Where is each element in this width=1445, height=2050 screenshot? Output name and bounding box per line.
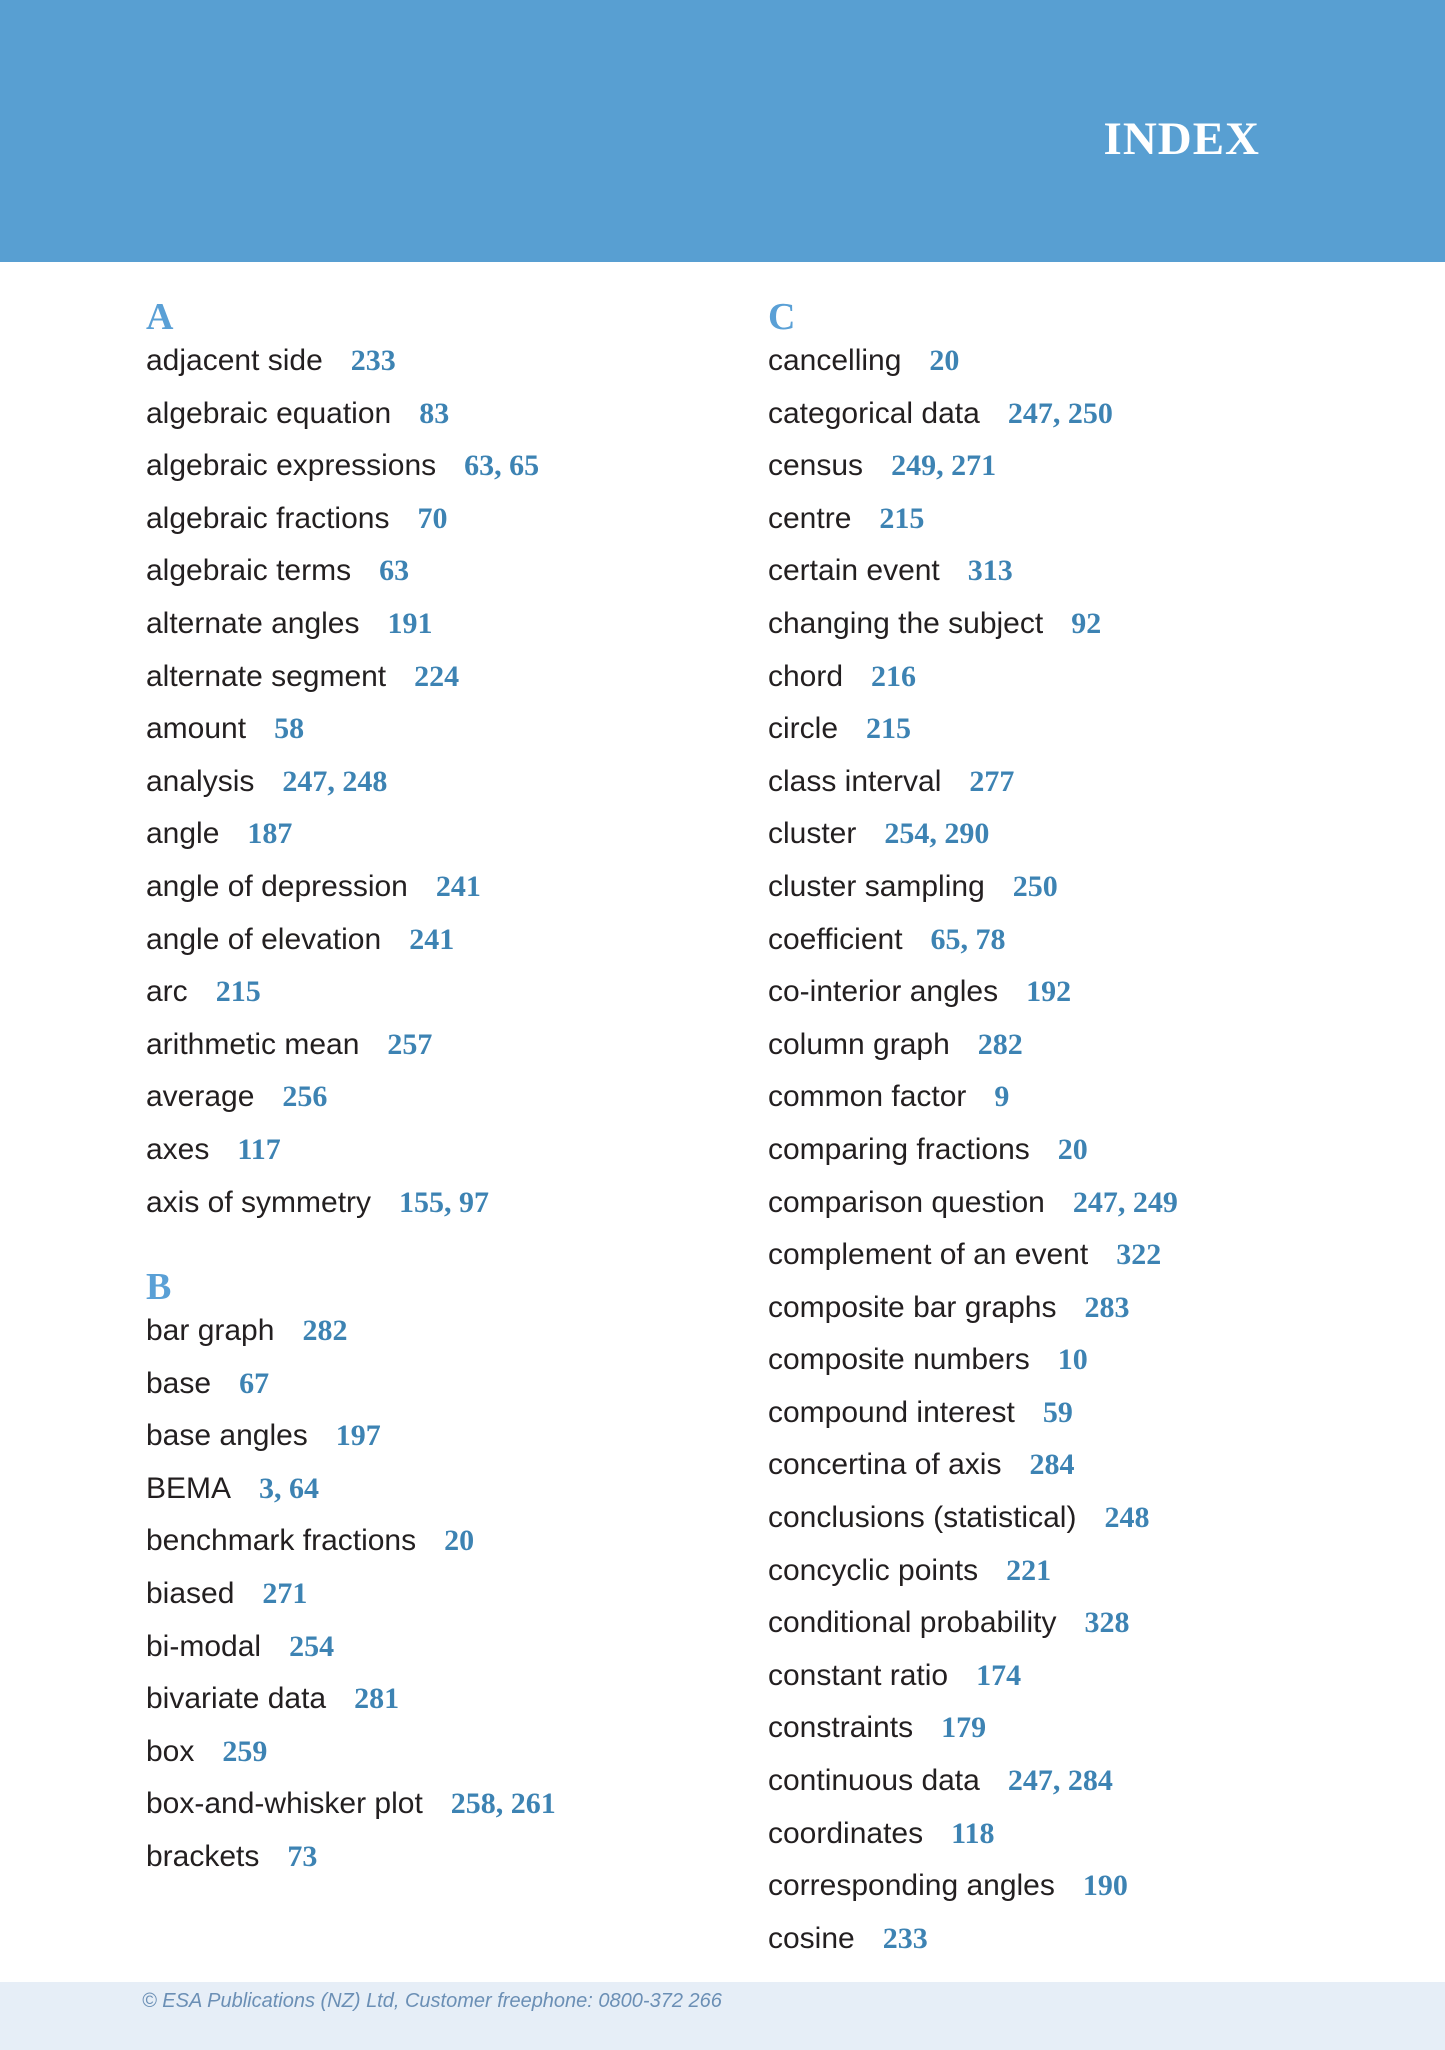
index-term: average	[146, 1080, 255, 1114]
index-term: changing the subject	[768, 606, 1044, 640]
index-page-refs: 3, 64	[259, 1471, 320, 1505]
index-page-refs: 59	[1042, 1395, 1073, 1429]
index-term: axes	[146, 1132, 210, 1166]
index-entry	[146, 1364, 706, 1417]
index-term: cluster sampling	[768, 869, 985, 903]
index-page-refs: 73	[287, 1840, 318, 1874]
index-term: concyclic points	[768, 1553, 979, 1587]
index-page-refs: 328	[1084, 1606, 1130, 1640]
index-entry	[146, 1521, 706, 1574]
index-term: cluster	[768, 817, 857, 851]
index-term: composite bar graphs	[768, 1290, 1057, 1324]
index-page-refs: 282	[977, 1027, 1023, 1061]
index-entry	[146, 1469, 706, 1522]
index-page-refs: 190	[1082, 1869, 1128, 1903]
index-page-refs: 83	[419, 396, 450, 430]
index-term: analysis	[146, 764, 255, 798]
index-term: angle	[146, 817, 220, 851]
index-page-refs: 247, 250	[1007, 396, 1113, 430]
index-term: alternate angles	[146, 606, 360, 640]
index-term: adjacent side	[146, 344, 323, 377]
index-entry	[768, 1498, 1388, 1551]
index-entry	[768, 1183, 1388, 1236]
index-term: comparison question	[768, 1185, 1045, 1219]
index-term: algebraic fractions	[146, 501, 390, 535]
index-entry	[768, 341, 1388, 394]
index-term: bivariate data	[146, 1682, 327, 1716]
index-term: cosine	[768, 1921, 855, 1955]
index-entry	[768, 1919, 1388, 1972]
index-entry	[768, 972, 1388, 1025]
index-entry	[768, 1235, 1388, 1288]
index-entry	[768, 394, 1388, 447]
index-page-refs: 67	[239, 1366, 270, 1400]
index-entry	[146, 1077, 706, 1130]
index-page-refs: 271	[262, 1577, 308, 1611]
section-letter-a: A	[146, 296, 174, 338]
index-entry	[768, 920, 1388, 973]
index-term: angle of depression	[146, 869, 408, 903]
index-page-refs: 283	[1084, 1290, 1130, 1324]
index-entry	[146, 1130, 706, 1183]
index-entry	[768, 604, 1388, 657]
index-page-refs: 256	[282, 1080, 328, 1114]
index-entry	[768, 1761, 1388, 1814]
index-entry	[146, 867, 706, 920]
index-entry	[768, 657, 1388, 710]
index-page-refs: 215	[879, 501, 925, 535]
copyright-text: © ESA Publications (NZ) Ltd, Customer freephone: 0800-372 266	[142, 1990, 722, 2012]
index-term: census	[768, 449, 864, 483]
index-page-refs: 92	[1071, 606, 1102, 640]
index-term: class interval	[768, 764, 942, 798]
index-entry	[146, 920, 706, 973]
index-page-refs: 247, 249	[1072, 1185, 1178, 1219]
index-entry	[768, 551, 1388, 604]
index-page-refs: 254, 290	[884, 817, 990, 851]
index-page-refs: 224	[414, 659, 460, 693]
index-entry	[768, 1130, 1388, 1183]
index-page-refs: 63	[379, 554, 410, 588]
index-page-refs: 20	[1057, 1132, 1088, 1166]
index-entry	[146, 1025, 706, 1078]
index-term: circle	[768, 712, 839, 746]
index-term: comparing fractions	[768, 1132, 1030, 1166]
section-gap	[146, 1235, 706, 1263]
page-header	[0, 0, 1445, 262]
index-entry	[768, 1288, 1388, 1341]
index-page-refs: 174	[976, 1658, 1022, 1692]
index-page-refs: 233	[350, 344, 396, 377]
index-entry	[146, 551, 706, 604]
index-page-refs: 258, 261	[450, 1787, 556, 1821]
index-page-refs: 221	[1006, 1553, 1052, 1587]
index-entry	[146, 709, 706, 762]
index-entry	[146, 1627, 706, 1680]
index-term: arc	[146, 975, 188, 1009]
index-entry	[146, 1784, 706, 1837]
index-entry	[146, 1837, 706, 1890]
index-term: angle of elevation	[146, 922, 382, 956]
index-term: bar graph	[146, 1314, 275, 1348]
index-page-refs: 10	[1057, 1343, 1088, 1377]
index-entry	[146, 341, 706, 394]
index-page-refs: 155, 97	[399, 1185, 490, 1219]
index-term: certain event	[768, 554, 940, 588]
index-entry	[768, 1445, 1388, 1498]
page-footer	[0, 1982, 1445, 2050]
index-page-refs: 187	[247, 817, 293, 851]
index-page-refs: 322	[1116, 1238, 1162, 1272]
index-entry	[768, 1814, 1388, 1867]
index-page-refs: 70	[417, 501, 448, 535]
index-entry	[146, 604, 706, 657]
index-entry	[146, 1416, 706, 1469]
index-term: coefficient	[768, 922, 903, 956]
index-entry	[146, 972, 706, 1025]
index-term: BEMA	[146, 1471, 232, 1505]
index-page-refs: 65, 78	[930, 922, 1006, 956]
index-entry	[768, 1603, 1388, 1656]
index-term: bi-modal	[146, 1629, 262, 1663]
index-term: corresponding angles	[768, 1869, 1055, 1903]
index-page-refs: 248	[1104, 1501, 1150, 1535]
index-term: composite numbers	[768, 1343, 1030, 1377]
index-term: co-interior angles	[768, 975, 999, 1009]
index-term: concertina of axis	[768, 1448, 1002, 1482]
index-page-refs: 20	[444, 1524, 475, 1558]
index-term: arithmetic mean	[146, 1027, 360, 1061]
index-column-left	[146, 293, 706, 1890]
index-term: alternate segment	[146, 659, 387, 693]
index-term: axis of symmetry	[146, 1185, 372, 1219]
index-term: complement of an event	[768, 1238, 1089, 1272]
index-entry	[768, 867, 1388, 920]
index-page-refs: 277	[969, 764, 1015, 798]
index-page-refs: 216	[871, 659, 917, 693]
index-term: common factor	[768, 1080, 967, 1114]
index-entry	[146, 762, 706, 815]
index-entry	[146, 1732, 706, 1785]
index-entry	[768, 446, 1388, 499]
index-entry	[146, 446, 706, 499]
index-term: base	[146, 1366, 212, 1400]
index-entry	[146, 499, 706, 552]
index-term: conditional probability	[768, 1606, 1057, 1640]
index-page-refs: 313	[967, 554, 1013, 588]
index-page-refs: 247, 248	[282, 764, 388, 798]
index-page-refs: 58	[274, 712, 305, 746]
index-page-refs: 179	[941, 1711, 987, 1745]
index-page-refs: 241	[409, 922, 455, 956]
index-entry	[768, 1656, 1388, 1709]
index-entry	[768, 1708, 1388, 1761]
index-page-refs: 197	[335, 1419, 381, 1453]
index-entry	[146, 814, 706, 867]
index-entry	[768, 1551, 1388, 1604]
index-term: amount	[146, 712, 247, 746]
index-term: base angles	[146, 1419, 308, 1453]
index-entry	[146, 1311, 706, 1364]
index-entry	[768, 709, 1388, 762]
index-term: coordinates	[768, 1816, 924, 1850]
index-entry	[768, 1025, 1388, 1078]
index-page-refs: 282	[302, 1314, 348, 1348]
index-entry	[146, 394, 706, 447]
index-page-refs: 215	[866, 712, 912, 746]
index-page-refs: 254	[289, 1629, 335, 1663]
index-page-refs: 247, 284	[1007, 1764, 1113, 1798]
index-term: algebraic terms	[146, 554, 352, 588]
section-letter-b: B	[146, 1266, 172, 1309]
index-page-refs: 233	[882, 1921, 928, 1955]
index-term: constant ratio	[768, 1658, 949, 1692]
index-page-refs: 63, 65	[464, 449, 540, 483]
index-page-refs: 257	[387, 1027, 433, 1061]
index-term: column graph	[768, 1027, 950, 1061]
index-term: box-and-whisker plot	[146, 1787, 423, 1821]
index-entry	[768, 1340, 1388, 1393]
section-letter-c: C	[768, 296, 796, 338]
index-term: algebraic equation	[146, 396, 392, 430]
index-entry	[768, 1077, 1388, 1130]
index-term: chord	[768, 659, 844, 693]
index-page-refs: 249, 271	[891, 449, 997, 483]
index-page-refs: 281	[354, 1682, 400, 1716]
index-term: benchmark fractions	[146, 1524, 417, 1558]
index-page-refs: 259	[222, 1734, 268, 1768]
index-term: categorical data	[768, 396, 980, 430]
index-page-refs: 117	[237, 1132, 281, 1166]
index-term: centre	[768, 501, 852, 535]
index-term: brackets	[146, 1840, 260, 1874]
index-term: box	[146, 1734, 195, 1768]
index-term: conclusions (statistical)	[768, 1501, 1077, 1535]
index-term: cancelling	[768, 344, 902, 377]
index-page-refs: 284	[1029, 1448, 1075, 1482]
page-title: INDEX	[1103, 113, 1260, 165]
index-entry	[146, 657, 706, 710]
index-page-refs: 9	[994, 1080, 1010, 1114]
index-term: compound interest	[768, 1395, 1015, 1429]
index-term: constraints	[768, 1711, 914, 1745]
index-column-right	[768, 293, 1388, 1971]
index-page-refs: 118	[951, 1816, 995, 1850]
index-entry	[768, 814, 1388, 867]
index-page-refs: 250	[1012, 869, 1058, 903]
index-entry	[768, 1866, 1388, 1919]
index-entry	[146, 1183, 706, 1236]
index-term: biased	[146, 1577, 235, 1611]
index-term: algebraic expressions	[146, 449, 437, 483]
index-term: continuous data	[768, 1764, 980, 1798]
index-entry	[768, 762, 1388, 815]
index-page-refs: 191	[387, 606, 433, 640]
index-entry	[146, 1574, 706, 1627]
index-page-refs: 215	[215, 975, 261, 1009]
index-page-refs: 20	[929, 344, 960, 377]
index-page-refs: 241	[435, 869, 481, 903]
index-entry	[768, 1393, 1388, 1446]
index-entry	[768, 499, 1388, 552]
index-page-refs: 192	[1026, 975, 1072, 1009]
index-entry	[146, 1679, 706, 1732]
